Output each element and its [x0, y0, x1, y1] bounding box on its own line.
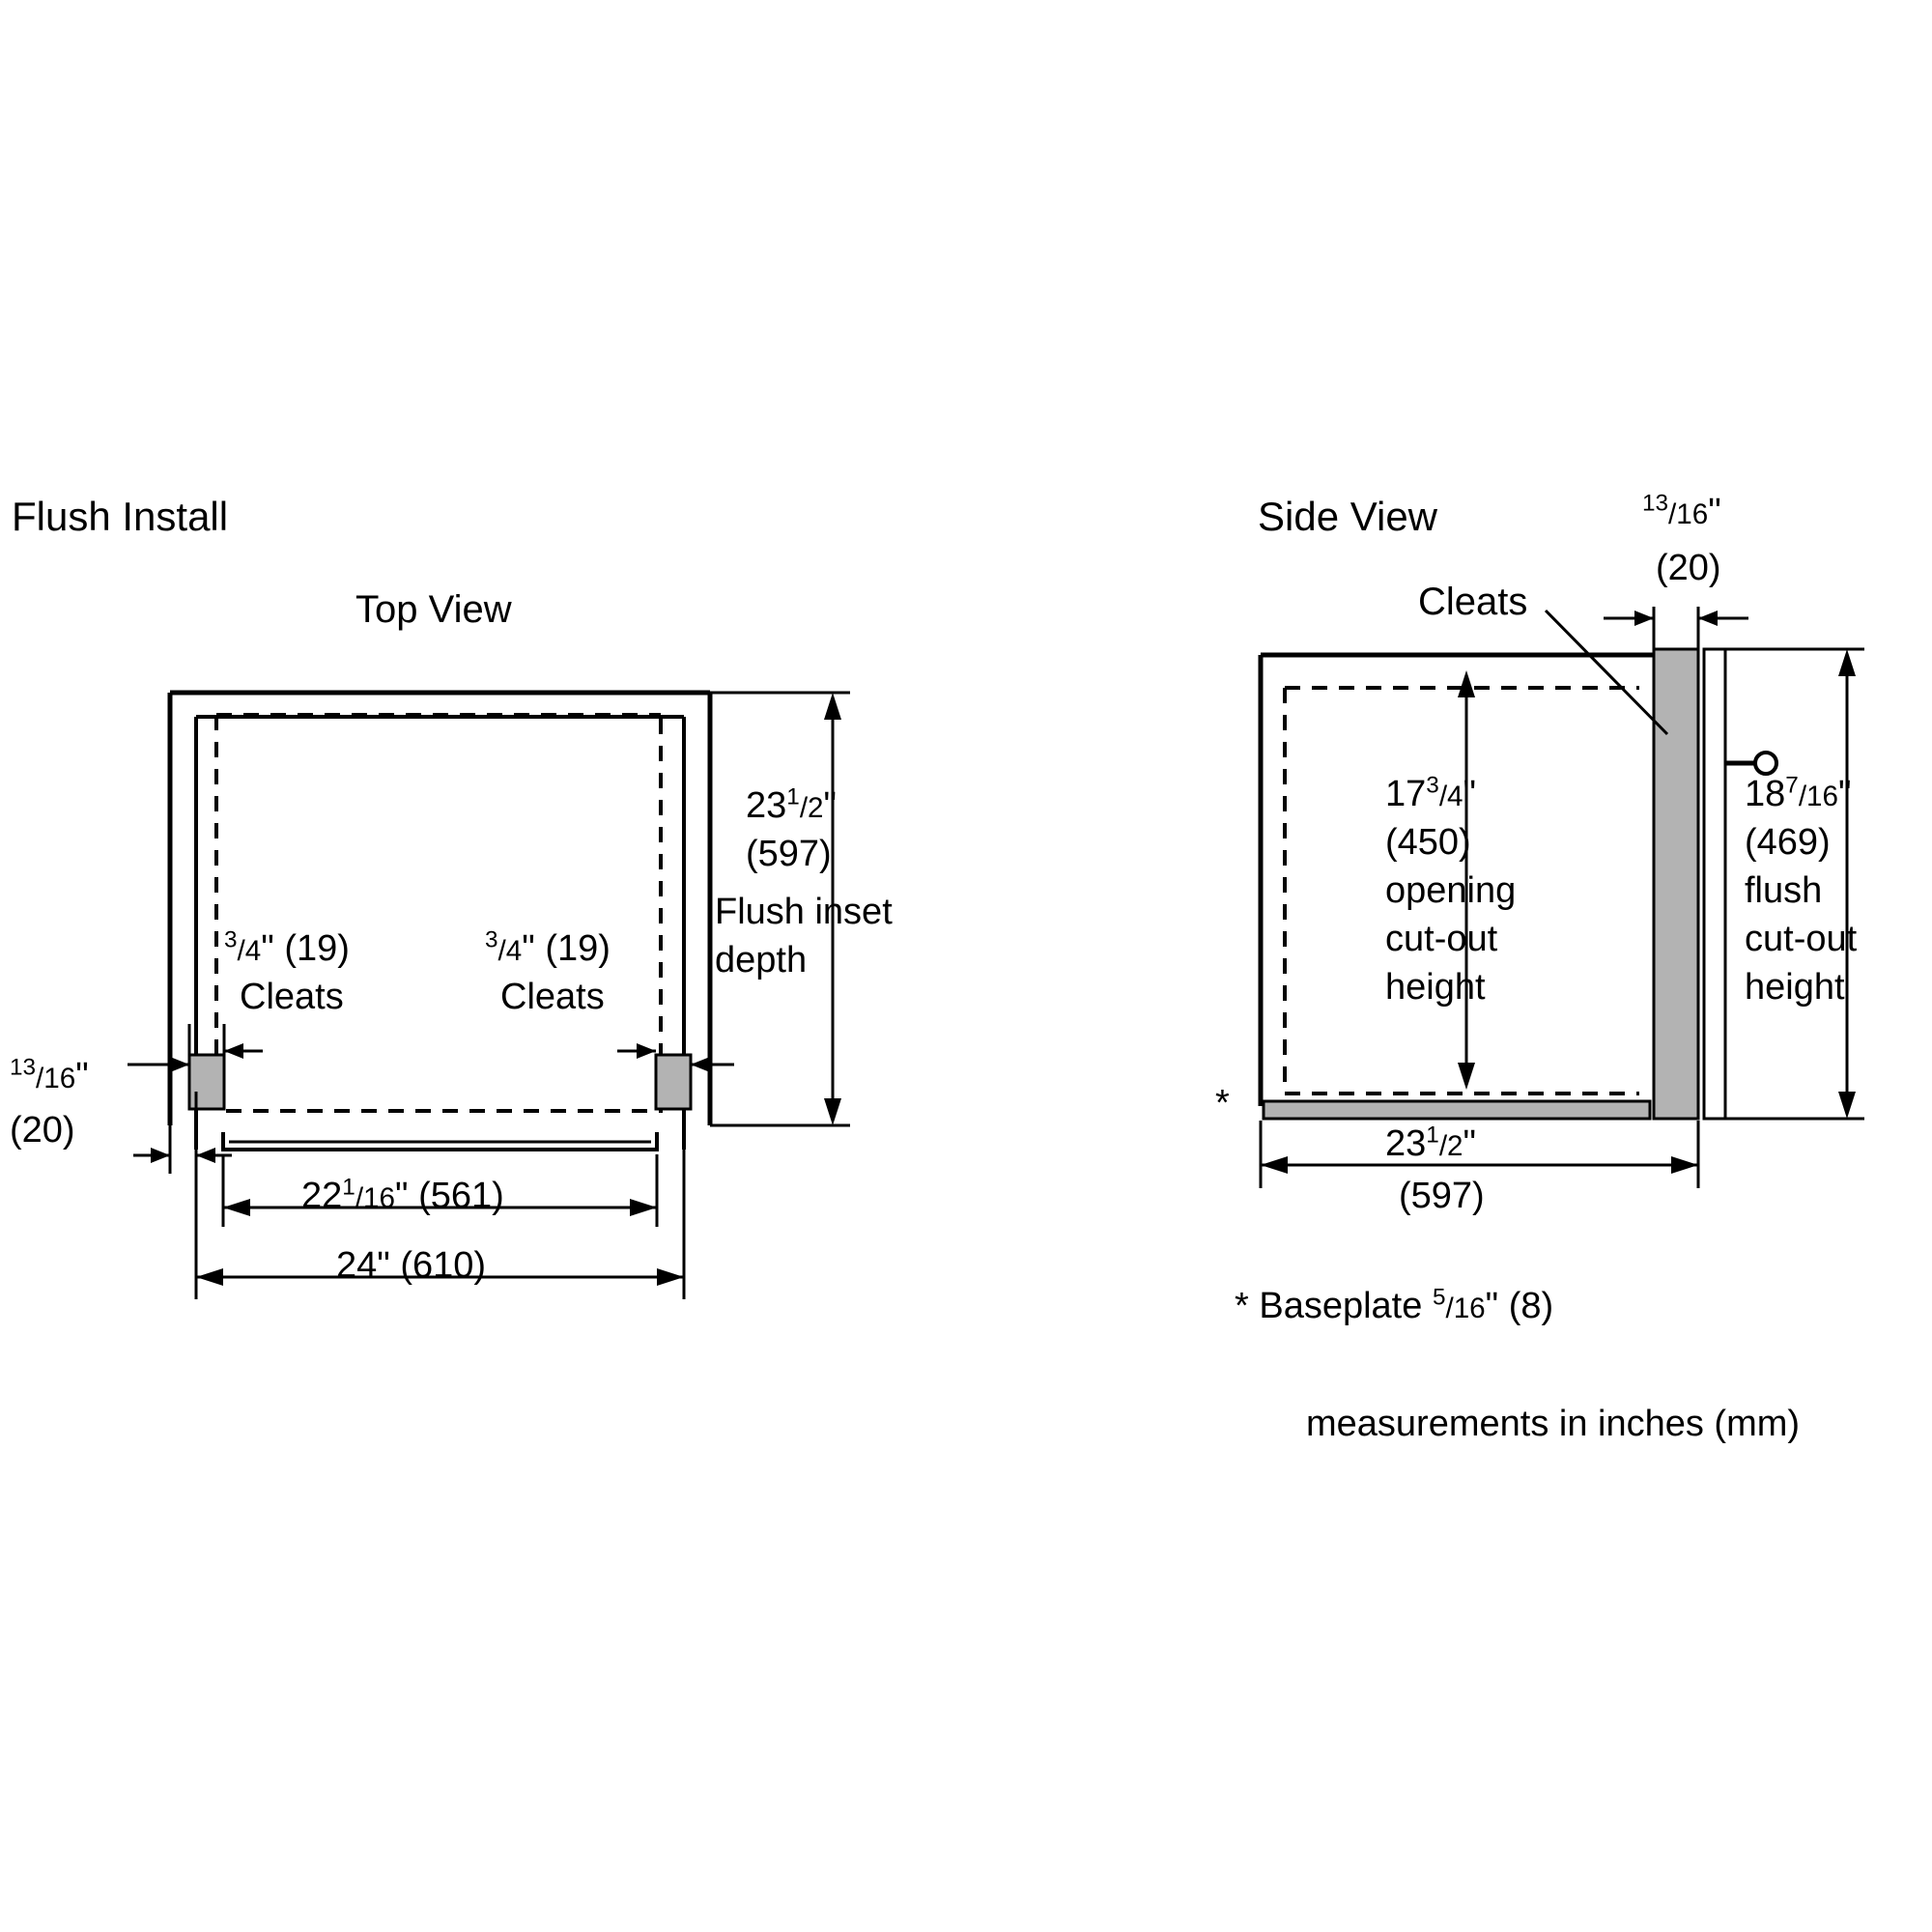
right-cleats-label: Cleats [500, 977, 605, 1017]
top-view-label: Top View [355, 588, 512, 631]
flush-height-caption-1: flush [1745, 870, 1823, 911]
flush-inset-depth-dimension: $23^1/2$" [746, 783, 838, 826]
flush-inset-depth-caption-1: Flush inset [715, 892, 893, 932]
side-thickness-metric: (20) [10, 1110, 75, 1151]
units-note: measurements in inches (mm) [1306, 1404, 1801, 1444]
outer-width-dimension: 24" (610) [336, 1245, 487, 1286]
opening-height-caption-1: opening [1385, 870, 1517, 911]
side-depth-metric: (597) [1399, 1176, 1485, 1216]
side-depth-dimension: $23^1/2$" [1385, 1122, 1477, 1164]
side-view-title: Side View [1258, 494, 1438, 539]
opening-height-caption-2: cut-out [1385, 919, 1498, 959]
flush-inset-depth-metric: (597) [746, 834, 832, 874]
flush-height-caption-3: height [1745, 967, 1845, 1008]
flush-height-caption-2: cut-out [1745, 919, 1858, 959]
opening-height-caption-3: height [1385, 967, 1486, 1008]
left-cleats-label: Cleats [240, 977, 344, 1017]
opening-height-metric: (450) [1385, 822, 1471, 863]
flush-height-metric: (469) [1745, 822, 1831, 863]
left-cleat-dimension: $^3$/4" (19) [224, 926, 350, 969]
side-thickness-dimension: $^{13}$/16" [10, 1054, 89, 1096]
cleat-thickness-metric: (20) [1656, 548, 1721, 588]
baseplate-marker: * [1215, 1083, 1230, 1123]
flush-install-title: Flush Install [12, 494, 229, 539]
right-cleat-dimension: $^3$/4" (19) [485, 926, 611, 969]
flush-height-dimension: $18^7/16$" [1745, 772, 1852, 814]
inner-width-dimension: $22^1/16$" (561) [301, 1174, 504, 1216]
cleat-thickness-dimension: $^{13}$/16" [1642, 490, 1721, 532]
side-cleats-label: Cleats [1418, 581, 1528, 623]
opening-height-dimension: $17^3/4$" [1385, 772, 1477, 814]
flush-inset-depth-caption-2: depth [715, 940, 808, 980]
baseplate-note: * Baseplate $^5$/16" (8) [1235, 1284, 1554, 1326]
